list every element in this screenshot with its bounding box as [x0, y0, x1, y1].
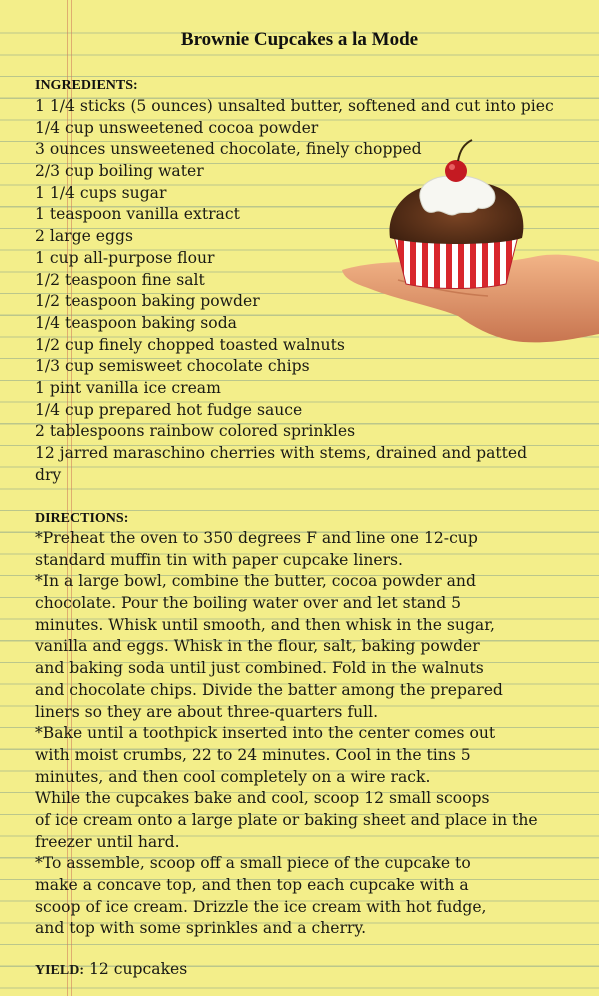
direction-line: *Preheat the oven to 350 degrees F and line one 12-cup — [35, 529, 478, 547]
ingredient-item: 1 1/4 sticks (5 ounces) unsalted butter, softened and cut into piec — [35, 97, 554, 115]
ingredient-item: 12 jarred maraschino cherries with stems, drained and patted — [35, 444, 528, 462]
recipe-title: Brownie Cupcakes a la Mode — [180, 29, 419, 50]
direction-line: standard muffin tin with paper cupcake liners. — [35, 550, 404, 569]
cupcake-on-hand-illustration — [338, 138, 599, 350]
direction-line: minutes. Whisk until smooth, and then whisk in the sugar, — [35, 615, 495, 634]
direction-line: *To assemble, scoop off a small piece of the cupcake to — [35, 854, 471, 873]
ingredient-item: 1 pint vanilla ice cream — [35, 378, 221, 397]
ingredient-item: dry — [35, 465, 62, 484]
direction-line: make a concave top, and then top each cupcake with a — [35, 876, 469, 894]
direction-line: liners so they are about three-quarters full. — [35, 702, 379, 721]
direction-line: of ice cream onto a large plate or baking sheet and place in the — [35, 810, 538, 829]
direction-line: and top with some sprinkles and a cherry. — [35, 919, 367, 938]
direction-line: vanilla and eggs. Whisk in the flour, salt, baking powder — [35, 637, 480, 656]
direction-line: *Bake until a toothpick inserted into the center comes out — [35, 724, 496, 743]
direction-line: chocolate. Pour the boiling water over and let stand 5 — [35, 594, 462, 613]
ingredient-item: 3 ounces unsweetened chocolate, finely chopped — [35, 140, 422, 159]
ingredient-item: 1 1/4 cups sugar — [35, 183, 167, 202]
yield-value: 12 cupcakes — [88, 960, 188, 978]
direction-line: and chocolate chips. Divide the batter among the prepared — [35, 680, 503, 699]
cherry-stem — [458, 140, 472, 161]
ingredient-item: 1/4 teaspoon baking soda — [35, 313, 237, 332]
direction-line: While the cupcakes bake and cool, scoop 12 small scoops — [35, 789, 490, 808]
ingredient-item: 2 large eggs — [35, 227, 133, 246]
ingredient-item: 1/2 cup finely chopped toasted walnuts — [35, 335, 345, 354]
direction-line: *In a large bowl, combine the butter, cocoa powder and — [35, 572, 476, 591]
yield-line — [35, 960, 187, 979]
ingredients-heading: INGREDIENTS: — [35, 78, 138, 93]
directions-heading: DIRECTIONS: — [35, 511, 129, 526]
direction-line: scoop of ice cream. Drizzle the ice cream with hot fudge, — [35, 897, 487, 916]
ingredient-item: 2/3 cup boiling water — [35, 162, 204, 181]
ingredient-item: 1/2 teaspoon fine salt — [35, 270, 205, 289]
cherry — [445, 160, 467, 182]
yield-label: YIELD: — [35, 963, 85, 978]
ingredient-item: 2 tablespoons rainbow colored sprinkles — [35, 422, 356, 441]
direction-line: freezer until hard. — [35, 832, 180, 851]
ingredient-item: 1/3 cup semisweet chocolate chips — [35, 357, 310, 376]
ingredient-item: 1 cup all-purpose flour — [35, 248, 215, 267]
direction-line: with moist crumbs, 22 to 24 minutes. Cool in the tins 5 — [35, 745, 471, 764]
direction-line: and baking soda until just combined. Fold in the walnuts — [35, 659, 484, 678]
direction-line: minutes, and then cool completely on a wire rack. — [35, 767, 431, 786]
directions-text — [35, 528, 595, 940]
ingredient-item: 1/2 teaspoon baking powder — [35, 292, 260, 311]
ingredient-item: 1/4 cup unsweetened cocoa powder — [35, 118, 319, 137]
ingredient-item: 1/4 cup prepared hot fudge sauce — [35, 400, 303, 419]
ingredient-item: 1 teaspoon vanilla extract — [35, 205, 240, 224]
